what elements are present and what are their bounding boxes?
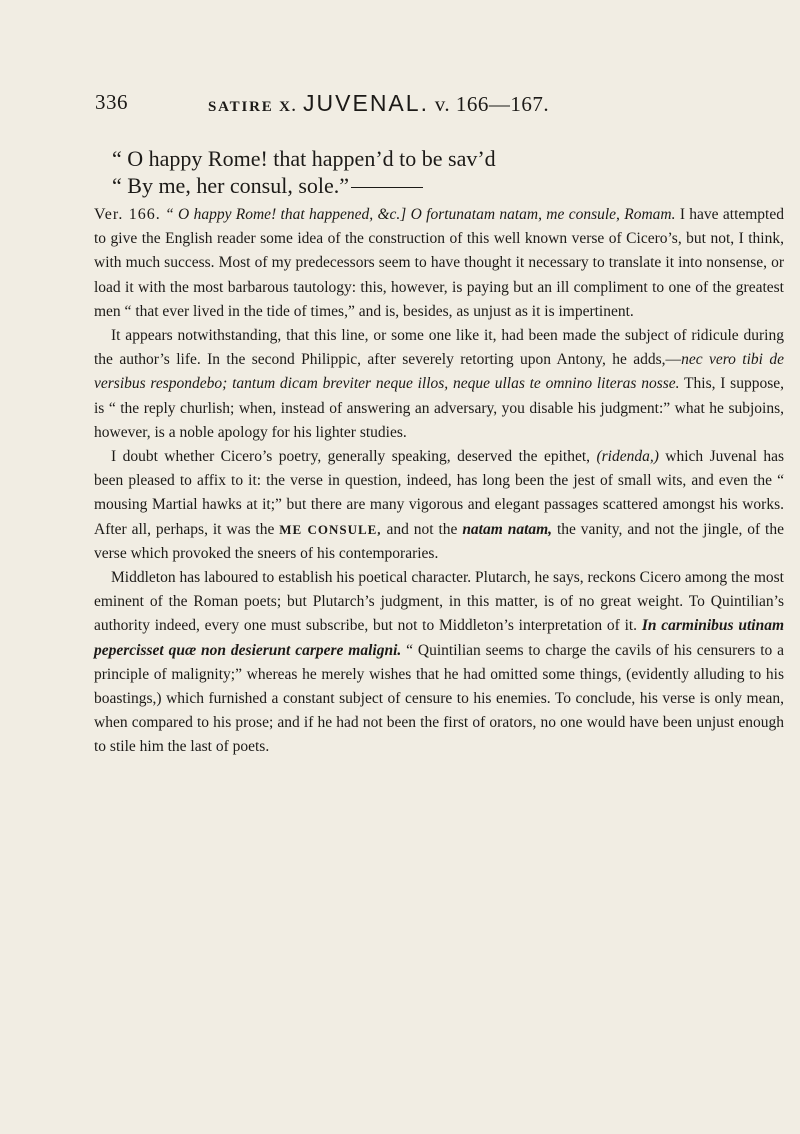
running-header <box>95 90 775 120</box>
note-3-text-3: and not the <box>386 520 458 538</box>
verse-range: v. 166—167. <box>434 92 550 116</box>
author-name: JUVENAL. <box>303 90 429 116</box>
note-1-body: I have attempted to give the English reader some idea of the construction of this well known verse of Cicero’s, but not, I think, with much success. Most of my predecessors seem to have thought it necessary to translate it into nonsense, or load it with the most barbarous tautology: this, however, is paying but an ill compliment to one of the greatest men “ that ever lived in the tide of times,” and is, besides, as unjust as it is impertinent. <box>94 206 784 320</box>
note-2-text-1: It appears notwithstanding, that this line, or some one like it, had been made the subject of ridicule during the author’s life. In the second Philippic, after severely retorting upon Antony, he adds,— <box>94 327 784 369</box>
verse-line-2 <box>112 172 496 199</box>
note-paragraph-2 <box>94 324 784 445</box>
ridenda-term: (ridenda,) <box>596 448 659 466</box>
note-3-text-1: I doubt whether Cicero’s poetry, generally speaking, deserved the epithet, <box>111 448 591 466</box>
verse-line-1: “ O happy Rome! that happen’d to be sav’d <box>112 146 496 171</box>
note-paragraph-4 <box>94 566 784 760</box>
page-number: 336 <box>95 90 128 114</box>
note-3-text-2: which Juvenal has been pleased to affix to it: the verse in question, indeed, has long been the jest of small wits, and even the “ mousing Martial hawks at it;” but there are many vigorous and elegant passages scattered amongst his works. After all, perhaps, it was the <box>94 448 785 538</box>
commentary-notes <box>94 203 784 760</box>
note-2-text-2: This, I suppose, is “ the reply churlish; when, instead of answering an adversary, you disable his judgment:” what he subjoins, however, is a noble apology for his lighter studies. <box>94 375 784 441</box>
satire-label: SATIRE X. <box>208 99 298 115</box>
note-4-text-2: “ Quintilian seems to charge the cavils of his censurers to a principle of malignity;” whereas he merely wishes that he had omitted some things, (evidently alluding to his boastings,) which furnished a constant subject of censure to his enemies. To conclude, his verse is only mean, when compared to his prose; and if he had not been the first of orators, no one would have been unjust enough to stile him the last of poets. <box>94 641 784 756</box>
verse-reference: Ver. 166. <box>94 206 161 223</box>
verse-line-2-text: “ By me, her consul, sole.” <box>112 173 350 198</box>
running-title <box>208 90 549 117</box>
quoted-lemma: “ O happy Rome! that happened, &c.] <box>165 206 407 223</box>
quintilian-quote: In carminibus utinam pepercisset quæ non desierunt carpere maligni. <box>94 617 785 659</box>
translated-verse <box>112 145 496 199</box>
philippic-quote: nec vero tibi de versibus respondebo; tantum dicam breviter neque illos, neque ullas te omnino literas nosse. <box>94 351 784 393</box>
natam-natam-term: natam natam, <box>462 520 553 538</box>
me-consule-term: ME CONSULE, <box>279 521 382 537</box>
note-paragraph-1 <box>94 203 784 324</box>
note-3-text-4: the vanity, and not the jingle, of the verse which provoked the sneers of his contemporaries. <box>94 520 784 562</box>
latin-original: O fortunatam natam, me consule, Romam. <box>410 206 676 223</box>
note-4-text-1: Middleton has laboured to establish his poetical character. Plutarch, he says, reckons Cicero among the most eminent of the Roman poets; but Plutarch’s judgment, in this matter, is of no great weight. To Quintilian’s authority indeed, every one must subscribe, but not to Middleton’s interpretation of it. <box>94 569 784 635</box>
note-paragraph-3 <box>94 445 784 566</box>
verse-dash <box>351 187 423 188</box>
